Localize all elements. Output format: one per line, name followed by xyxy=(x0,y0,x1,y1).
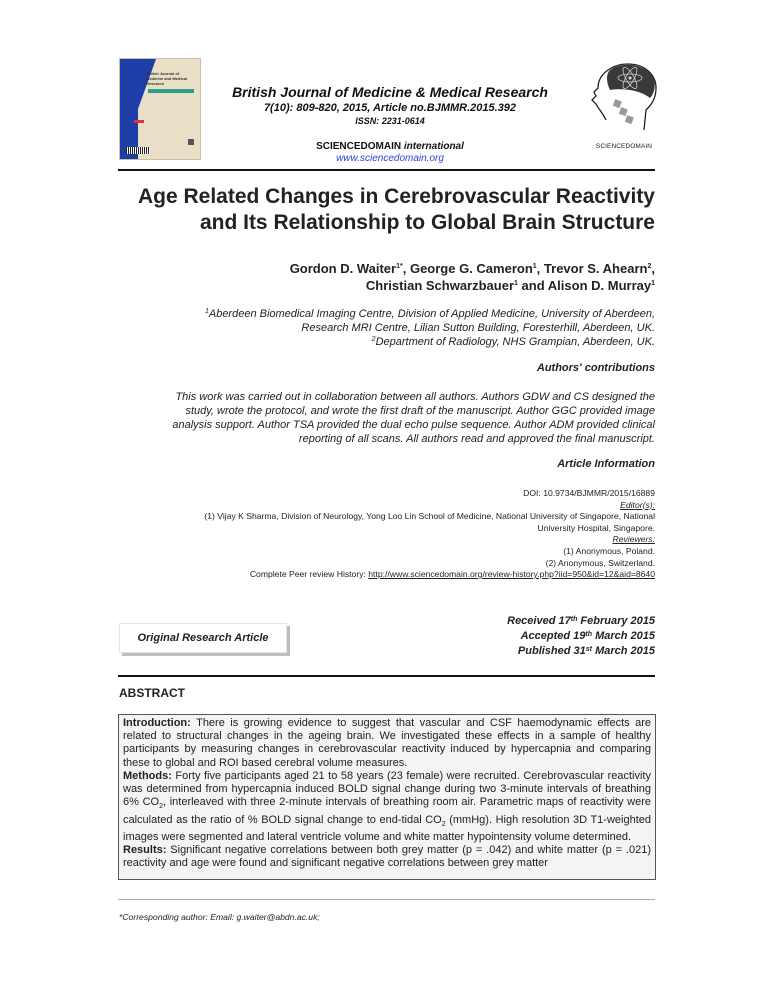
editor-line: University Hospital, Singapore. xyxy=(537,522,655,533)
article-info xyxy=(160,488,655,581)
peer-review-label: Complete Peer review History: xyxy=(249,569,369,580)
head-profile-icon xyxy=(584,60,664,136)
author-name: Trevor S. Ahearn xyxy=(543,261,648,276)
author-name: Gordon D. Waiter xyxy=(289,261,397,276)
journal-citation: 7(10): 809-820, 2015, Article no.BJMMR.2015.392 xyxy=(263,102,517,114)
abstract-methods: Methods: Forty five participants aged 21 to 58 years (23 female) were recruited. Cerebrovascular reactivity was determined from hypercapnia induced BOLD signal change during two 3-minute intervals of breathing 6% $CO_2$, interleaved with three 2-minute intervals of breathing room air. Parametric maps of reactivity were calculated as the ratio of % BOLD signal change to end-tidal $CO_2$ (mmHg). High resolution 3D T1-weighted images were segmented and lateral ventricle volume and white matter hypointensity volume determined. xyxy=(123,769,651,843)
editors-label: Editor(s): xyxy=(620,499,655,510)
article-info-heading: Article Information xyxy=(557,458,655,470)
accepted-date: Accepted 19th March 2015 xyxy=(520,630,655,642)
cover-title: British Journal of Medicine and Medical Research xyxy=(146,71,188,86)
received-date: Received 17th February 2015 xyxy=(507,615,655,627)
logo-caption: SCIENCEDOMAIN xyxy=(595,143,653,150)
peer-review-link[interactable]: http://www.sciencedomain.org/review-history.php?iid=950&id=12&aid=8640 xyxy=(368,569,655,580)
article-type-badge: Original Research Article xyxy=(119,623,287,653)
contributions-heading: Authors' contributions xyxy=(536,362,655,374)
sciencedomain-logo xyxy=(584,60,664,150)
author-name: Christian Schwarzbauer xyxy=(365,278,515,293)
abstract-introduction: Introduction: There is growing evidence to suggest that vascular and CSF haemodynamic effects are related to structural changes in the ageing brain. We investigated these effects in a sample of healthy participants by measuring changes in cerebrovascular reactivity induced by hypercapnia and comparing these to global and ROI based cerebral volume measures. xyxy=(123,717,651,769)
journal-issn: ISSN: 2231-0614 xyxy=(355,116,425,126)
publisher-name: SCIENCEDOMAIN international xyxy=(316,141,464,152)
doi: DOI: 10.9734/BJMMR/2015/16889 xyxy=(523,488,655,498)
affiliations: $^1$Aberdeen Biomedical Imaging Centre, Division of Applied Medicine, University of Aberdeen, Research MRI Centre, Lilian Sutton Building, Foresterhill, Aberdeen, UK. $^2$Department of Radiology, NHS Grampian, Aberdeen, UK. xyxy=(204,308,655,348)
author-name: Alison D. Murray xyxy=(547,278,652,293)
section-divider xyxy=(118,675,655,677)
footnote-divider xyxy=(118,899,655,900)
contributions-text: This work was carried out in collaboration between all authors. Authors GDW and CS designed the study, wrote the protocol, and wrote the first draft of the manuscript. Author GGC provided image analysis support. Author TSA provided the dual echo pulse sequence. Author ADM provided clinical reporting of all scans. All authors read and approved the final manuscript. xyxy=(172,391,655,445)
abstract-box xyxy=(118,714,656,880)
editor-line: (1) Vijay K Sharma, Division of Neurology, Yong Loo Lin School of Medicine, National University of Singapore, National xyxy=(204,511,655,522)
reviewers-label: Reviewers: xyxy=(612,534,655,545)
reviewer-item: (1) Anonymous, Poland. xyxy=(563,545,655,556)
paper-title: Age Related Changes in Cerebrovascular Reactivity and Its Relationship to Global Brain Structure xyxy=(137,185,655,234)
journal-title: British Journal of Medicine & Medical Research xyxy=(232,84,548,100)
author-list: Gordon D. Waiter$^{1*}$, George G. Cameron$^1$, Trevor S. Ahearn$^2$, Christian Schwarzbauer$^1$ and Alison D. Murray$^1$ xyxy=(289,261,655,293)
barcode-icon xyxy=(126,147,150,154)
publisher-url-link[interactable]: www.sciencedomain.org xyxy=(336,153,444,164)
publication-dates xyxy=(380,614,655,659)
corresponding-author-footnote: *Corresponding author: Email: g.waiter@abdn.ac.uk; xyxy=(119,912,320,922)
abstract-results: Results: Significant negative correlations between both grey matter (p = .042) and white matter (p = .021) reactivity and age were found and significant negative correlations between grey matter xyxy=(123,844,651,870)
published-date: Published 31st March 2015 xyxy=(517,645,655,657)
journal-cover-image xyxy=(119,58,201,160)
author-name: George G. Cameron xyxy=(409,261,533,276)
reviewer-item: (2) Anonymous, Switzerland. xyxy=(545,557,655,568)
header-divider xyxy=(118,169,655,171)
abstract-heading: ABSTRACT xyxy=(119,686,185,700)
journal-header xyxy=(200,84,580,165)
